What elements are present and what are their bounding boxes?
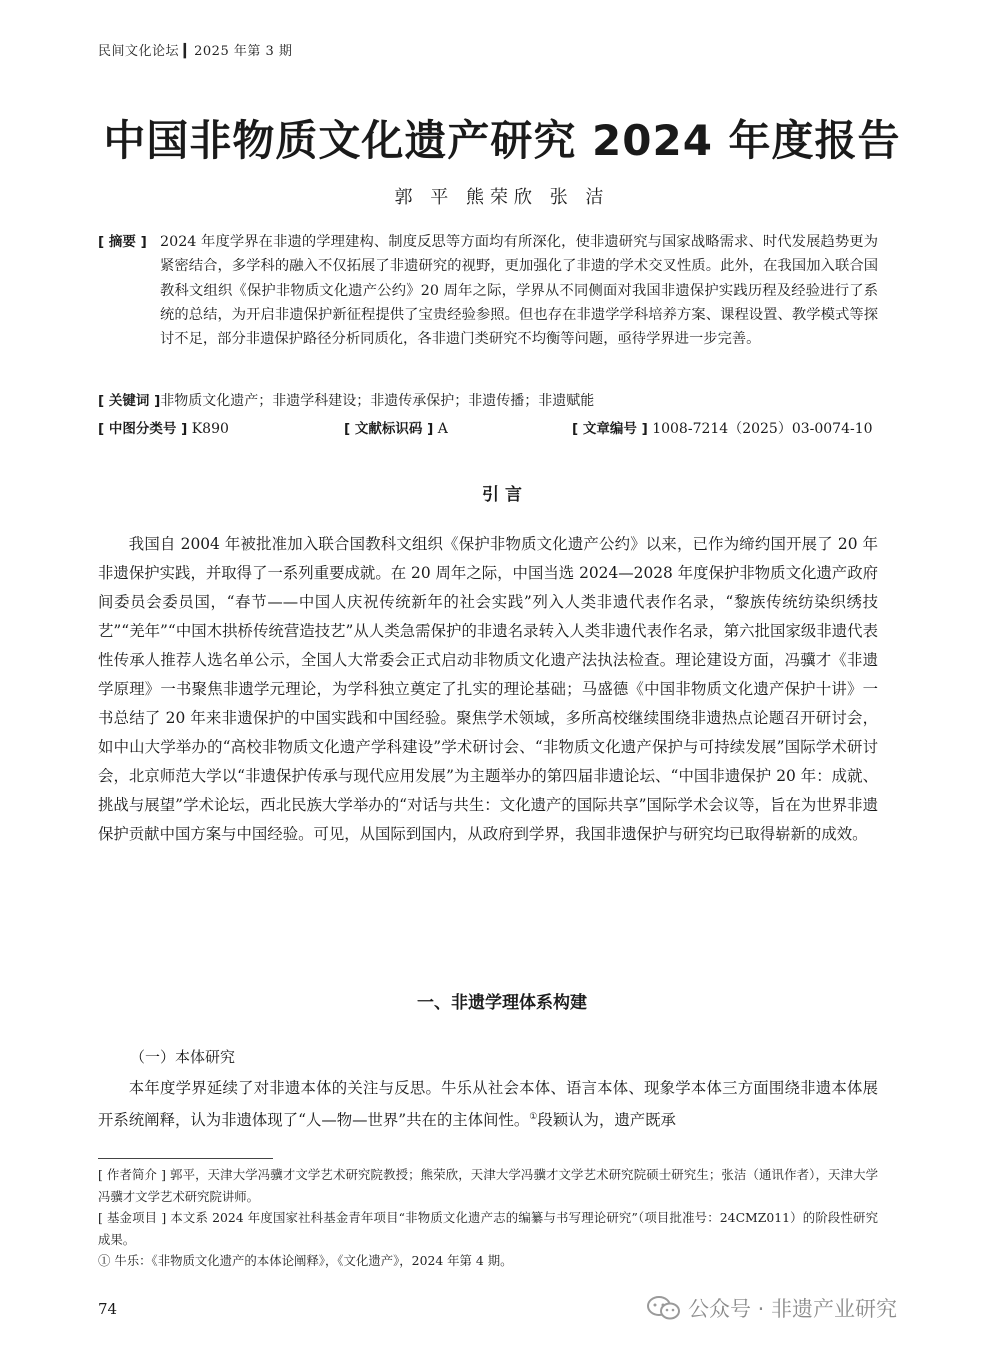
article-authors: 郭 平 熊荣欣 张 洁 bbox=[394, 187, 610, 208]
watermark-text: 公众号 · 非遗产业研究 bbox=[688, 1297, 898, 1321]
footnote-1: ① 牛乐：《非物质文化遗产的本体论阐释》，《文化遗产》，2024 年第 4 期。 bbox=[98, 1253, 513, 1268]
wechat-icon bbox=[646, 1295, 682, 1321]
intro-paragraph: 我国自 2004 年被批准加入联合国教科文组织《保护非物质文化遗产公约》以来，已作为缔约国开展了 20 年非遗保护实践，并取得了一系列重要成就。在 20 周年之际，中国当选 2024—2028 年度保护非物质文化遗产政府间委员会委员国，“春节——中国人庆祝传统新年的社会实践”列入人类非遗代表作名录，“黎族传统纺染织绣技艺”“羌年”“中国木拱桥传统营造技艺”从人类急需保护的非遗名录转入人类非遗代表作名录，第六批国家级非遗代表性传承人推荐人选名单公示，全国人大常委会正式启动非物质文化遗产法执法检查。理论建设方面，冯骥才《非遗学原理》一书聚焦非遗学元理论，为学科独立奠定了扎实的理论基础；马盛德《中国非物质文化遗产保护十讲》一书总结了 20 年来非遗保护的中国实践和中国经验。聚焦学术领域，多所高校继续围绕非遗热点论题召开研讨会，如中山大学举办的“高校非物质文化遗产学科建设”学术研讨会、“非物质文化遗产保护与可持续发展”国际学术研讨会，北京师范大学以“非遗保护传承与现代应用发展”为主题举办的第四届非遗论坛、“中国非遗保护 20 年：成就、挑战与展望”学术论坛，西北民族大学举办的“对话与共生：文化遗产的国际共享”国际学术会议等，旨在为世界非遗保护贡献中国方案与中国经验。可见，从国际到国内，从政府到学界，我国非遗保护与研究均已取得崭新的成效。 bbox=[98, 535, 878, 843]
running-head: 民间文化论坛 ▎2025 年第 3 期 bbox=[98, 44, 293, 59]
clc-field bbox=[98, 418, 229, 440]
footnote-author-info: [ 作者简介 ] 郭平，天津大学冯骥才文学艺术研究院教授；熊荣欣，天津大学冯骥才文学艺术研究院硕士研究生；张洁（通讯作者），天津大学冯骥才文学艺术研究院讲师。 bbox=[98, 1167, 878, 1204]
clc-label: [ 中图分类号 ] bbox=[98, 421, 188, 437]
keywords-text: 非物质文化遗产；非遗学科建设；非遗传承保护；非遗传播；非遗赋能 bbox=[160, 393, 595, 409]
footnote-divider bbox=[98, 1158, 273, 1159]
article-title: 中国非物质文化遗产研究 2024 年度报告 bbox=[103, 116, 901, 165]
section1-paragraph bbox=[98, 1074, 878, 1135]
doc-code-value: A bbox=[437, 421, 448, 437]
section1-paragraph-b: 段颖认为，遗产既承 bbox=[537, 1111, 676, 1130]
footnote-ref[interactable]: ① bbox=[529, 1112, 538, 1122]
clc-value: K890 bbox=[191, 421, 229, 437]
footnotes bbox=[98, 1164, 878, 1272]
abstract-label: [ 摘要 ] bbox=[98, 234, 147, 250]
watermark bbox=[646, 1293, 897, 1323]
abstract-block bbox=[98, 230, 878, 351]
doc-code-field bbox=[344, 418, 448, 440]
section1-paragraph-a: 本年度学界延续了对非遗本体的关注与反思。牛乐从社会本体、语言本体、现象学本体三方面围绕非遗本体展开系统阐释，认为非遗体现了“人—物—世界”共在的主体间性。 bbox=[98, 1079, 878, 1130]
article-no-label: [ 文章编号 ] bbox=[572, 421, 648, 437]
intro-heading: 引 言 bbox=[482, 485, 522, 505]
doc-code-label: [ 文献标识码 ] bbox=[344, 421, 434, 437]
abstract-text: 2024 年度学界在非遗的学理建构、制度反思等方面均有所深化，使非遗研究与国家战略需求、时代发展趋势更为紧密结合，多学科的融入不仅拓展了非遗研究的视野，更加强化了非遗的学术交叉性质。此外，在我国加入联合国教科文组织《保护非物质文化遗产公约》20 周年之际，学界从不同侧面对我国非遗保护实践历程及经验进行了系统的总结，为开启非遗保护新征程提供了宝贵经验参照。但也存在非遗学学科培养方案、课程设置、教学模式等探讨不足，部分非遗保护路径分析同质化，各非遗门类研究不均衡等问题，亟待学界进一步完善。 bbox=[160, 234, 878, 348]
article-no-field bbox=[572, 418, 873, 440]
page-number: 74 bbox=[98, 1300, 118, 1318]
keywords-label: [ 关键词 ] bbox=[98, 393, 161, 409]
keywords-line bbox=[98, 390, 878, 412]
section1-heading: 一、非遗学理体系构建 bbox=[417, 993, 587, 1013]
footnote-fund: [ 基金项目 ] 本文系 2024 年度国家社科基金青年项目“非物质文化遗产志的编纂与书写理论研究”（项目批准号：24CMZ011）的阶段性研究成果。 bbox=[98, 1210, 878, 1247]
article-no-value: 1008-7214（2025）03-0074-10 bbox=[652, 421, 873, 437]
subsection-heading: （一）本体研究 bbox=[130, 1048, 236, 1066]
